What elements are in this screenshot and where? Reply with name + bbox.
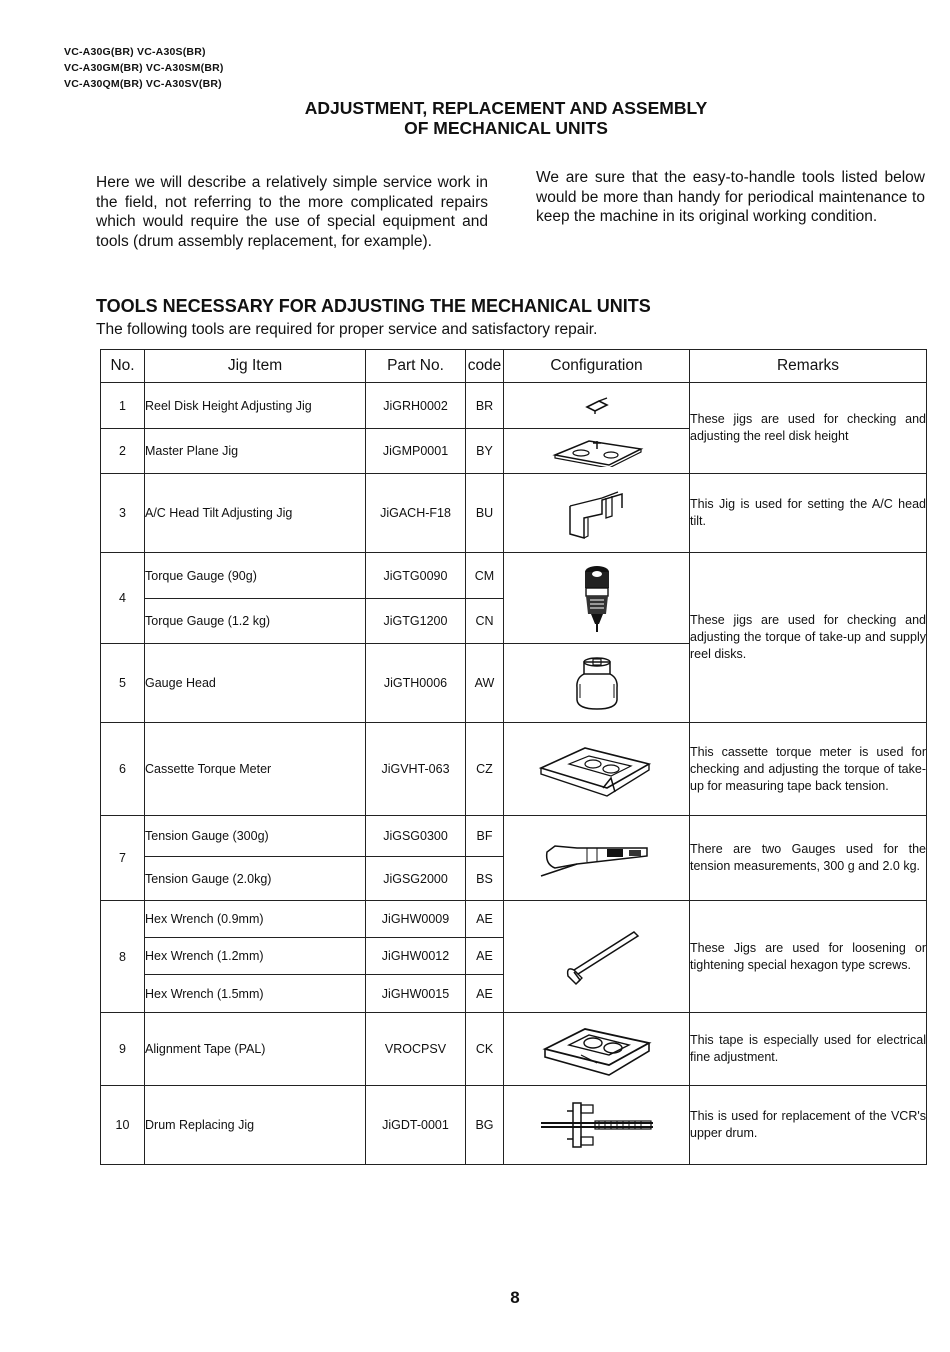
cell-no: 2 — [101, 429, 145, 474]
cell-config — [504, 1086, 690, 1165]
cell-config — [504, 474, 690, 553]
header-config: Configuration — [504, 350, 690, 383]
cell-remarks: These Jigs are used for loosening or tightening special hexagon type screws. — [690, 901, 927, 1013]
intro-right-paragraph: We are sure that the easy-to-handle tools listed below would be more than handy for periodical maintenance to keep the machine in its original working condition. — [536, 169, 925, 226]
cell-item: Hex Wrench (0.9mm) — [145, 901, 366, 938]
table-header-row — [101, 350, 927, 383]
drum-replacing-jig-icon — [537, 1097, 657, 1153]
alignment-tape-icon — [541, 1019, 653, 1079]
cell-no: 9 — [101, 1013, 145, 1086]
cell-item: Hex Wrench (1.2mm) — [145, 938, 366, 975]
cell-part: JiGHW0009 — [366, 901, 466, 938]
cell-config — [504, 816, 690, 901]
cell-item: Tension Gauge (2.0kg) — [145, 857, 366, 901]
cell-code: BY — [466, 429, 504, 474]
cell-config — [504, 429, 690, 474]
cell-no: 5 — [101, 644, 145, 723]
cell-item: Drum Replacing Jig — [145, 1086, 366, 1165]
cell-remarks: This cassette torque meter is used for checking and adjusting the torque of take-up for measuring tape back tension. — [690, 723, 927, 816]
cell-config — [504, 553, 690, 644]
cell-item: A/C Head Tilt Adjusting Jig — [145, 474, 366, 553]
cell-item: Hex Wrench (1.5mm) — [145, 975, 366, 1013]
table-row — [101, 553, 927, 599]
table-row — [101, 901, 927, 938]
cell-part: JiGDT-0001 — [366, 1086, 466, 1165]
cell-part: JiGHW0012 — [366, 938, 466, 975]
model-line: VC-A30QM(BR) VC-A30SV(BR) — [64, 78, 222, 90]
header-part: Part No. — [366, 350, 466, 383]
cell-remarks: There are two Gauges used for the tension measurements, 300 g and 2.0 kg. — [690, 816, 927, 901]
cell-code: CZ — [466, 723, 504, 816]
cell-no: 6 — [101, 723, 145, 816]
model-line: VC-A30GM(BR) VC-A30SM(BR) — [64, 62, 224, 74]
cell-item: Reel Disk Height Adjusting Jig — [145, 383, 366, 429]
cell-item: Tension Gauge (300g) — [145, 816, 366, 857]
table-row — [101, 816, 927, 857]
section-subtitle: The following tools are required for proper service and satisfactory repair. — [96, 321, 598, 338]
cell-code: AE — [466, 975, 504, 1013]
page-title-line2: OF MECHANICAL UNITS — [404, 118, 608, 138]
model-line: VC-A30G(BR) VC-A30S(BR) — [64, 46, 206, 58]
table-row — [101, 723, 927, 816]
cell-remarks: This Jig is used for setting the A/C head tilt. — [690, 474, 927, 553]
cell-no: 1 — [101, 383, 145, 429]
torque-gauge-icon — [577, 562, 617, 634]
cell-remarks: These jigs are used for checking and adjusting the torque of take-up and supply reel disks. — [690, 553, 927, 723]
hex-wrench-icon — [552, 926, 642, 988]
cell-code: BG — [466, 1086, 504, 1165]
cell-part: JiGRH0002 — [366, 383, 466, 429]
cell-code: BS — [466, 857, 504, 901]
cell-code: BU — [466, 474, 504, 553]
cell-part: JiGMP0001 — [366, 429, 466, 474]
cell-item: Cassette Torque Meter — [145, 723, 366, 816]
cell-part: JiGSG0300 — [366, 816, 466, 857]
header-no: No. — [101, 350, 145, 383]
cell-config — [504, 723, 690, 816]
head-tilt-jig-icon — [562, 484, 632, 542]
cell-item: Master Plane Jig — [145, 429, 366, 474]
cell-part: JiGSG2000 — [366, 857, 466, 901]
page-title — [0, 98, 950, 138]
table-row — [101, 383, 927, 429]
cell-code: CK — [466, 1013, 504, 1086]
model-list — [64, 44, 224, 92]
cell-item: Gauge Head — [145, 644, 366, 723]
page-number: 8 — [510, 1288, 520, 1307]
header-item: Jig Item — [145, 350, 366, 383]
gauge-head-icon — [572, 654, 622, 712]
cell-no: 8 — [101, 901, 145, 1013]
cell-config — [504, 644, 690, 723]
cell-item: Torque Gauge (1.2 kg) — [145, 599, 366, 644]
cell-part: JiGTG1200 — [366, 599, 466, 644]
cell-code: BF — [466, 816, 504, 857]
cell-code: CM — [466, 553, 504, 599]
header-remarks: Remarks — [690, 350, 927, 383]
cell-code: AE — [466, 901, 504, 938]
cell-remarks: This is used for replacement of the VCR's upper drum. — [690, 1086, 927, 1165]
reel-disk-jig-icon — [577, 395, 617, 417]
cell-item: Torque Gauge (90g) — [145, 553, 366, 599]
cell-part: JiGHW0015 — [366, 975, 466, 1013]
section-title: TOOLS NECESSARY FOR ADJUSTING THE MECHANICAL UNITS — [96, 296, 651, 316]
cell-config — [504, 383, 690, 429]
cell-no: 7 — [101, 816, 145, 901]
cell-code: AW — [466, 644, 504, 723]
cell-item: Alignment Tape (PAL) — [145, 1013, 366, 1086]
cell-remarks: These jigs are used for checking and adjusting the reel disk height — [690, 383, 927, 474]
page-title-line1: ADJUSTMENT, REPLACEMENT AND ASSEMBLY — [304, 98, 708, 118]
table-row — [101, 1086, 927, 1165]
cell-remarks: This tape is especially used for electrical fine adjustment. — [690, 1013, 927, 1086]
tension-gauge-icon — [537, 834, 657, 882]
cell-part: VROCPSV — [366, 1013, 466, 1086]
table-row — [101, 1013, 927, 1086]
intro-left-paragraph: Here we will describe a relatively simple service work in the field, not referring to the more complicated repairs which would require the use of special equipment and tools (drum assembly replacement, for example). — [96, 174, 488, 250]
cell-no: 3 — [101, 474, 145, 553]
cell-code: BR — [466, 383, 504, 429]
cell-no: 4 — [101, 553, 145, 644]
cassette-torque-meter-icon — [537, 738, 657, 800]
tools-table — [100, 349, 927, 1165]
cell-no: 10 — [101, 1086, 145, 1165]
cell-code: CN — [466, 599, 504, 644]
cell-config — [504, 1013, 690, 1086]
cell-part: JiGACH-F18 — [366, 474, 466, 553]
cell-part: JiGTH0006 — [366, 644, 466, 723]
cell-config — [504, 901, 690, 1013]
cell-part: JiGVHT-063 — [366, 723, 466, 816]
master-plane-jig-icon — [549, 435, 645, 467]
table-row — [101, 474, 927, 553]
cell-code: AE — [466, 938, 504, 975]
cell-part: JiGTG0090 — [366, 553, 466, 599]
header-code: code — [466, 350, 504, 383]
